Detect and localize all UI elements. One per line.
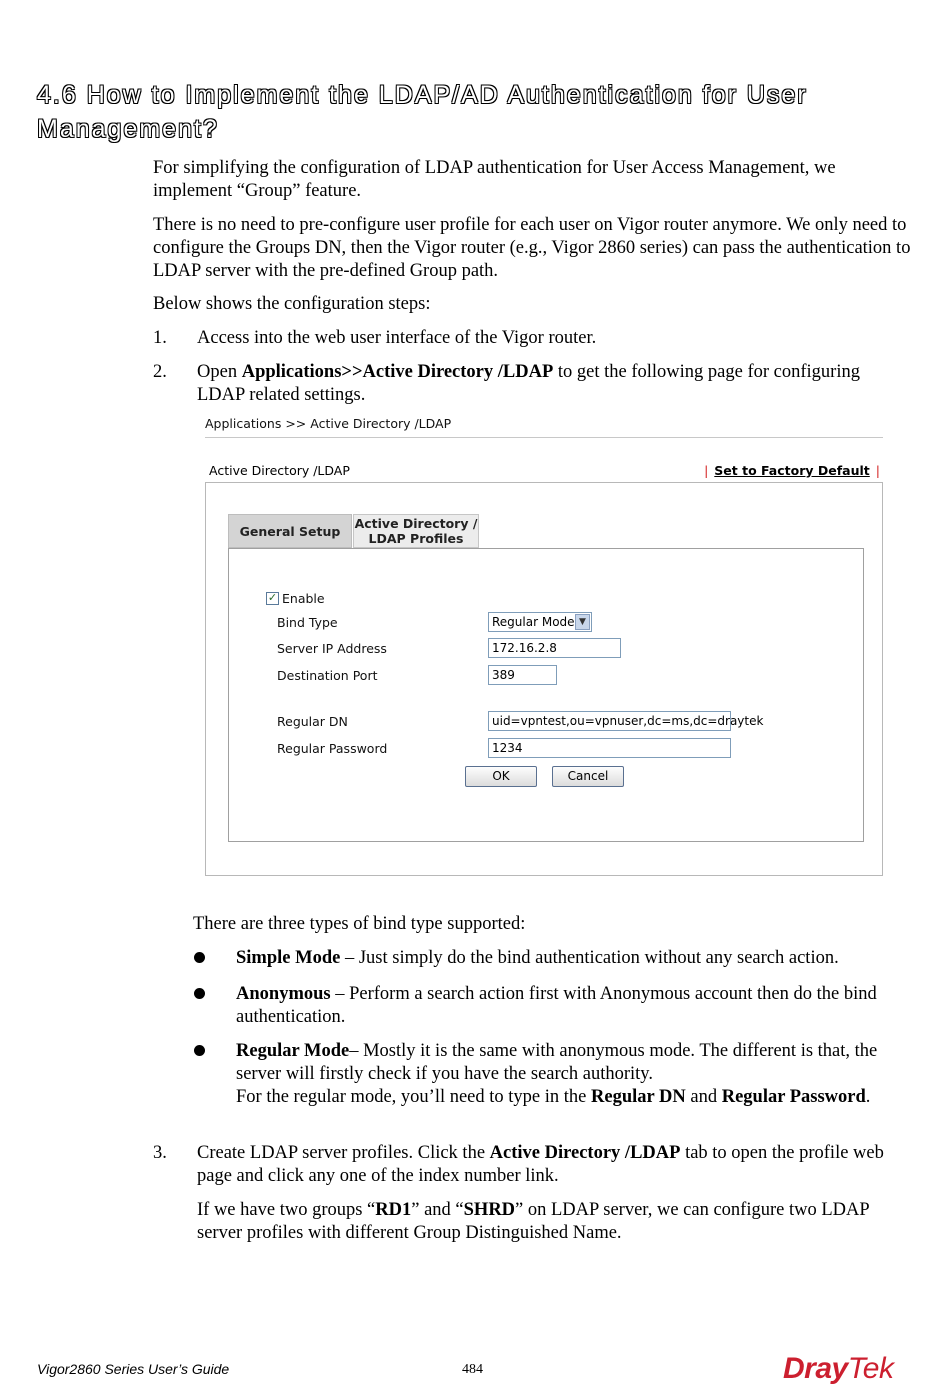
tab-label-line2: LDAP Profiles: [368, 531, 464, 546]
bind-types-intro: There are three types of bind type supported:: [193, 914, 526, 934]
bullet-icon: [194, 988, 205, 999]
regular-mode-term: Regular Mode: [236, 1041, 350, 1061]
cancel-button[interactable]: Cancel: [552, 766, 624, 787]
regular-mode-note-pre: For the regular mode, you’ll need to type in the: [236, 1087, 592, 1107]
destination-port-label: Destination Port: [277, 668, 378, 683]
simple-mode-desc: – Just simply do the bind authentication without any search action.: [340, 948, 839, 968]
regular-password-input[interactable]: 1234: [488, 738, 731, 758]
draytek-logo: [783, 1352, 893, 1386]
regular-mode-note-end: .: [865, 1087, 871, 1107]
step-1-text: Access into the web user interface of the Vigor router.: [197, 328, 597, 348]
bind-type-select[interactable]: [488, 612, 592, 632]
page-number: 484: [462, 1362, 483, 1377]
groups-text-c: ” and “: [411, 1200, 464, 1220]
regular-mode-item: [236, 1040, 906, 1109]
bind-type-label: Bind Type: [277, 615, 338, 630]
groups-text-e: ” on LDAP server, we can configure two LDAP server profiles with different Group Distinguished Name.: [197, 1200, 869, 1243]
factory-default-area: [704, 463, 880, 478]
tab-label-line1: Active Directory /: [354, 516, 478, 531]
enable-checkbox[interactable]: ✓: [267, 591, 278, 604]
bind-type-value: Regular Mode: [492, 615, 575, 629]
regular-dn-label: Regular DN: [277, 714, 348, 729]
enable-label: Enable: [282, 591, 325, 606]
logo-part-dray: Dray: [783, 1352, 848, 1385]
regular-password-term: Regular Password: [721, 1087, 866, 1107]
step-3-text: [197, 1142, 907, 1188]
regular-mode-note-mid: and: [685, 1087, 722, 1107]
panel-title: Active Directory /LDAP: [209, 463, 350, 478]
regular-dn-input[interactable]: uid=vpntest,ou=vpnuser,dc=ms,dc=draytek: [488, 711, 731, 731]
footer-guide-title: Vigor2860 Series User’s Guide: [37, 1361, 230, 1377]
step-3-number: 3.: [153, 1143, 167, 1163]
simple-mode-item: [236, 947, 906, 970]
regular-dn-term: Regular DN: [591, 1087, 686, 1107]
regular-mode-desc: – Mostly it is the same with anonymous mode. The different is that, the server will firstly check if you have the search authority.: [236, 1041, 878, 1084]
step-2-menu-path: Applications>>Active Directory /LDAP: [241, 362, 554, 382]
separator: |: [875, 463, 880, 478]
server-ip-label: Server IP Address: [277, 641, 387, 656]
group-shrd: SHRD: [463, 1200, 516, 1220]
separator: |: [704, 463, 709, 478]
step-2-number: 2.: [153, 362, 167, 382]
destination-port-input[interactable]: 389: [488, 665, 557, 685]
tab-active-directory-ldap-profiles[interactable]: [353, 514, 479, 548]
step-2-text: [197, 361, 897, 407]
description-paragraph: There is no need to pre-configure user profile for each user on Vigor router anymore. We only need to configure the Groups DN, then the Vigor router (e.g., Vigor 2860 series) can pass the authentication to LDAP server with the pre-defined Group path.: [153, 215, 911, 281]
step-3-tab-name: Active Directory /LDAP: [489, 1143, 681, 1163]
chevron-down-icon[interactable]: ▼: [575, 614, 590, 630]
simple-mode-term: Simple Mode: [236, 948, 341, 968]
set-to-factory-default-link[interactable]: Set to Factory Default: [714, 463, 870, 478]
section-heading: 4.6 How to Implement the LDAP/AD Authentication for User Management?: [37, 81, 808, 143]
step-2-post: to get the following page for configuring LDAP related settings.: [197, 362, 860, 405]
intro-paragraph: For simplifying the configuration of LDAP authentication for User Access Management, we implement “Group” feature.: [153, 158, 836, 201]
ok-button[interactable]: OK: [465, 766, 537, 787]
groups-text-a: If we have two groups “: [197, 1200, 376, 1220]
bullet-icon: [194, 952, 205, 963]
anonymous-term: Anonymous: [236, 984, 331, 1004]
group-rd1: RD1: [375, 1200, 412, 1220]
step-2-pre: Open: [197, 362, 242, 382]
logo-part-tek: Tek: [847, 1352, 894, 1385]
anonymous-item: [236, 983, 901, 1029]
step-3-post: tab to open the profile web page and click any one of the index number link.: [197, 1143, 884, 1186]
regular-password-label: Regular Password: [277, 741, 388, 756]
tab-general-setup[interactable]: General Setup: [228, 514, 352, 548]
breadcrumb: Applications >> Active Directory /LDAP: [205, 416, 452, 431]
anonymous-desc: – Perform a search action first with Anonymous account then do the bind authentication.: [236, 984, 877, 1027]
step-3-pre: Create LDAP server profiles. Click the: [197, 1143, 490, 1163]
bullet-icon: [194, 1045, 205, 1056]
step-3-groups-paragraph: [197, 1199, 897, 1245]
router-ui-screenshot: [200, 410, 890, 882]
server-ip-input[interactable]: 172.16.2.8: [488, 638, 621, 658]
step-1-number: 1.: [153, 328, 167, 348]
steps-intro: Below shows the configuration steps:: [153, 294, 431, 314]
breadcrumb-divider: [205, 437, 883, 438]
